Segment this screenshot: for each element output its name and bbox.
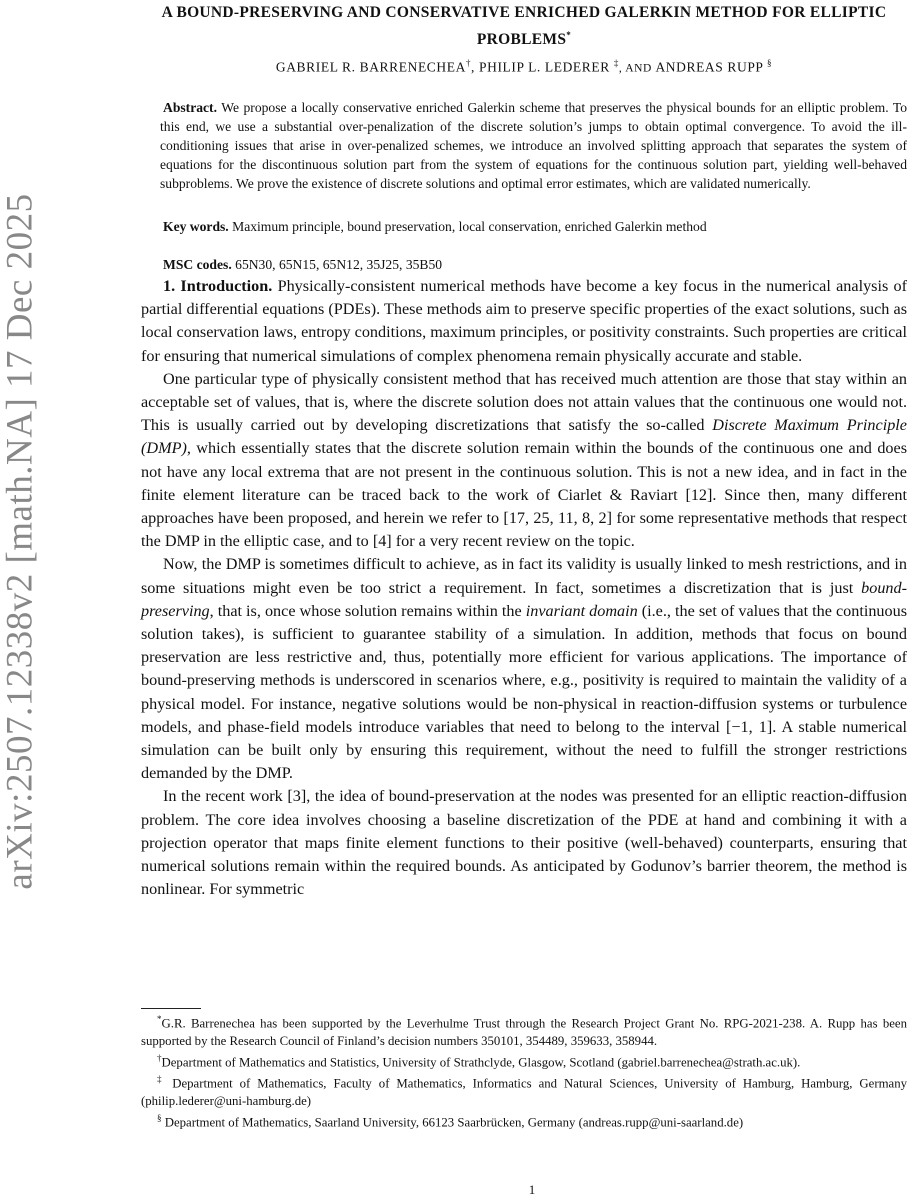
footnote xyxy=(141,1050,907,1072)
footnote xyxy=(141,1110,907,1132)
author: GABRIEL R. BARRENECHEA xyxy=(275,59,466,75)
separator: , AND xyxy=(618,62,656,75)
keywords xyxy=(163,219,907,235)
keywords-text: Maximum principle, bound preservation, local conservation, enriched Galerkin method xyxy=(232,219,707,234)
text: One particular type of physically consistent method that has received much attention are those that stay within an acceptable set of values, that is, where the discrete solution does not attain values that the continuous one would not. This is usually carried out by developing discretizations that satisfy the so-called xyxy=(141,369,907,435)
text: In the recent work [3], the idea of bound-preservation at the nodes was presented for an elliptic reaction-diffusion problem. The core idea involves choosing a baseline discretization of the PDE at hand and combining it with a projection operator that maps finite element functions to their positive (well-behaved) counterparts, ensuring that numerical solutions remain within the required bounds. As anticipated by Godunov’s barrier theorem, the method is nonlinear. For symmetric xyxy=(141,787,907,899)
msc-codes xyxy=(163,257,907,273)
separator: , xyxy=(471,59,479,75)
text: , which essentially states that the discrete solution remain within the bounds of the continuous one and does not have any local extrema that are not present in the continuous solution. This is not a new idea, and in fact in the finite element literature can be traced back to the work of Ciarlet & Raviart [12]. Since then, many different approaches have been proposed, and herein we refer to [17, 25, 11, 8, 2] for some representative methods that respect the DMP in the elliptic case, and to [4] for a very recent review on the topic. xyxy=(141,439,907,551)
arxiv-identifier: arXiv:2507.12338v2 [math.NA] 17 Dec 2025 xyxy=(0,193,41,890)
footnote-mark: * xyxy=(157,1014,162,1024)
paragraph xyxy=(141,275,907,368)
footnote-text: G.R. Barrenechea has been supported by the Leverhulme Trust through the Research Project Grant No. RPG-2021-238. A. Rupp has been supported by the Research Council of Finland’s decision numbers 350101, 354489, 359633, 358944. xyxy=(141,1016,907,1048)
msc-label: MSC codes. xyxy=(163,257,232,272)
author-list xyxy=(141,58,907,76)
emphasis: invariant domain xyxy=(525,601,638,620)
author-mark: ‡ xyxy=(613,58,619,68)
text: Physically-consistent numerical methods have become a key focus in the numerical analysis of partial differential equations (PDEs). These methods aim to preserve specific properties of the exact solutions, such as local conservation laws, entropy conditions, maximum principles, or positivity constraints. Such properties are critical for ensuring that numerical simulations of complex phenomena remain physically accurate and stable. xyxy=(141,277,908,365)
paper-title xyxy=(141,2,907,51)
text: , that is, once whose solution remains within the xyxy=(209,601,526,620)
footnote xyxy=(141,1011,907,1050)
emphasis: bound-preserving xyxy=(141,578,907,620)
footnotes xyxy=(141,1011,907,1132)
text: (i.e., the set of values that the continuous solution takes), is sufficient to guarantee stability of a simulation. In addition, methods that focus on bound preservation are less restrictive and, thus, potentially more efficient for various applications. The importance of bound-preserving methods is underscored in scenarios where, e.g., positivity is required to maintain the validity of a physical model. For instance, negative solutions would be non-physical in reaction-diffusion systems or turbulence models, and phase-field models introduce variables that need to belong to the interval [−1, 1]. A stable numerical simulation can be built only by ensuring this requirement, without the need to fulfill the stronger restrictions demanded by the DMP. xyxy=(141,601,907,783)
author: ANDREAS RUPP xyxy=(655,59,764,75)
paragraph xyxy=(141,785,907,901)
body-text xyxy=(141,275,907,901)
section-title: Introduction. xyxy=(180,277,273,295)
abstract-text: We propose a locally conservative enriched Galerkin scheme that preserves the physical bounds for an elliptic problem. To this end, we use a substantial over-penalization of the discrete solution’s jumps to obtain optimal convergence. To avoid the ill-conditioning issues that arise in over-penalized schemes, we introduce an involved splitting approach that separates the system of equations for the discontinuous solution part from the system of equations for the continuous solution part, yielding well-behaved subproblems. We prove the existence of discrete solutions and optimal error estimates, which are validated numerically. xyxy=(160,100,907,191)
footnote xyxy=(141,1071,907,1110)
abstract-label: Abstract. xyxy=(163,100,217,115)
footnote-mark: § xyxy=(157,1113,162,1124)
abstract xyxy=(160,98,907,193)
emphasis: Discrete Maximum Principle (DMP) xyxy=(141,416,907,458)
author-mark: § xyxy=(767,58,773,68)
footnote-rule xyxy=(141,1008,201,1009)
page-number: 1 xyxy=(528,1182,536,1197)
author-mark: † xyxy=(465,58,472,68)
footnote-mark: ‡ xyxy=(157,1074,166,1085)
section-number: 1. xyxy=(163,277,176,295)
msc-text: 65N30, 65N15, 65N12, 35J25, 35B50 xyxy=(235,257,443,272)
footnote-mark: † xyxy=(157,1052,162,1063)
author: PHILIP L. LEDERER xyxy=(479,59,610,75)
text: Now, the DMP is sometimes difficult to achieve, as in fact its validity is usually linked to mesh restrictions, and in some situations might even be too strict a requirement. In fact, sometimes a discretization that is just xyxy=(141,555,907,597)
footnote-text: Department of Mathematics, Saarland University, 66123 Saarbrücken, Germany (andreas.rupp@uni-saarland.de) xyxy=(161,1115,744,1130)
paragraph xyxy=(141,553,907,785)
title-text: A BOUND-PRESERVING AND CONSERVATIVE ENRICHED GALERKIN METHOD FOR ELLIPTIC PROBLEMS xyxy=(161,4,887,49)
footnote-text: Department of Mathematics and Statistics, University of Strathclyde, Glasgow, Scotland (gabriel.barrenechea@strath.ac.uk). xyxy=(161,1055,801,1070)
paragraph xyxy=(141,368,907,554)
title-footnote-mark: * xyxy=(566,30,572,40)
footnote-text: Department of Mathematics, Faculty of Mathematics, Informatics and Natural Sciences, University of Hamburg, Hamburg, Germany (philip.lederer@uni-hamburg.de) xyxy=(141,1076,908,1108)
keywords-label: Key words. xyxy=(163,219,229,234)
